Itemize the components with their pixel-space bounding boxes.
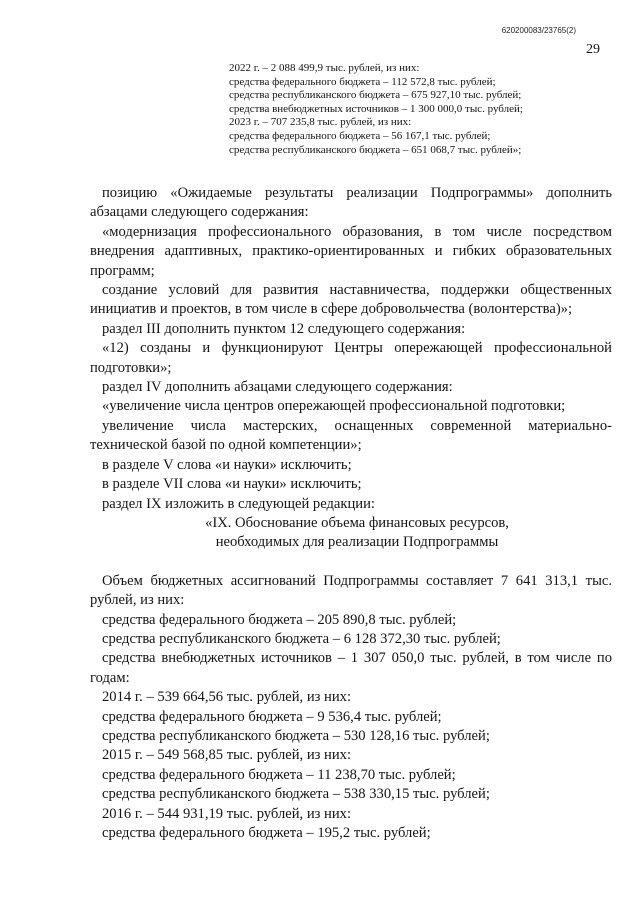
financing-paragraph: 2016 г. – 544 931,19 тыс. рублей, из них:: [102, 805, 352, 822]
section-heading-line-1: «IX. Обоснование объема финансовых ресурсов,: [205, 514, 509, 531]
paragraph: «модернизация профессионального образования, в том числе посредством внедрения адаптивных, практико-ориентированных и гибких образовательных программ;: [90, 223, 612, 279]
financing-paragraph: средства республиканского бюджета – 6 128 372,30 тыс. рублей;: [102, 630, 501, 647]
paragraph: раздел IV дополнить абзацами следующего содержания:: [102, 379, 453, 396]
paragraph: создание условий для развития наставничества, поддержки общественных инициатив и проектов, в том числе в сфере добровольчества (волонтерства)»;: [90, 282, 612, 318]
document-body: [90, 184, 612, 843]
document-id: 620200083/23765(2): [501, 26, 576, 35]
financing-paragraph: средства федерального бюджета – 205 890,8 тыс. рублей;: [102, 611, 457, 628]
paragraph: в разделе V слова «и науки» исключить;: [102, 456, 352, 473]
financing-paragraph: 2015 г. – 549 568,85 тыс. рублей, из них:: [102, 747, 352, 764]
funding-line: средства внебюджетных источников – 1 300 000,0 тыс. рублей;: [229, 102, 523, 115]
funding-continuation-block: [229, 62, 609, 157]
funding-line: 2023 г. – 707 235,8 тыс. рублей, из них:: [229, 116, 412, 129]
financing-paragraph: средства республиканского бюджета – 530 128,16 тыс. рублей;: [102, 727, 490, 744]
paragraph: «12) созданы и функционируют Центры опережающей профессиональной подготовки»;: [90, 340, 612, 376]
funding-line: средства федерального бюджета – 56 167,1 тыс. рублей;: [229, 129, 491, 142]
paragraph: раздел III дополнить пунктом 12 следующего содержания:: [102, 320, 466, 337]
financing-paragraph: 2014 г. – 539 664,56 тыс. рублей, из них:: [102, 689, 352, 706]
paragraph: увеличение числа мастерских, оснащенных современной материально-технической базой по одной компетенции»;: [90, 417, 612, 454]
funding-line: средства республиканского бюджета – 651 068,7 тыс. рублей»;: [229, 143, 522, 156]
funding-line: средства федерального бюджета – 112 572,8 тыс. рублей;: [229, 75, 496, 88]
section-heading-line-2: необходимых для реализации Подпрограммы: [215, 534, 499, 551]
financing-paragraph: средства федерального бюджета – 11 238,70 тыс. рублей;: [102, 766, 456, 783]
financing-paragraph: Объем бюджетных ассигнований Подпрограммы составляет 7 641 313,1 тыс. рублей, из них:: [90, 572, 612, 609]
financing-paragraph: средства республиканского бюджета – 538 330,15 тыс. рублей;: [102, 786, 490, 803]
funding-line: 2022 г. – 2 088 499,9 тыс. рублей, из них:: [229, 62, 420, 74]
page-number: 29: [586, 42, 600, 57]
spacer: [90, 553, 612, 572]
financing-paragraph: средства внебюджетных источников – 1 307 050,0 тыс. рублей, в том числе по годам:: [90, 650, 612, 686]
financing-paragraph: средства федерального бюджета – 195,2 тыс. рублей;: [102, 825, 431, 841]
paragraph: в разделе VII слова «и науки» исключить;: [102, 476, 362, 493]
paragraph: позицию «Ожидаемые результаты реализации Подпрограммы» дополнить абзацами следующего содержания:: [90, 185, 612, 221]
funding-line: средства республиканского бюджета – 675 927,10 тыс. рублей;: [229, 89, 522, 102]
paragraph: «увеличение числа центров опережающей профессиональной подготовки;: [102, 398, 566, 415]
financing-paragraph: средства федерального бюджета – 9 536,4 тыс. рублей;: [102, 708, 442, 725]
paragraph: раздел IX изложить в следующей редакции:: [102, 495, 375, 512]
